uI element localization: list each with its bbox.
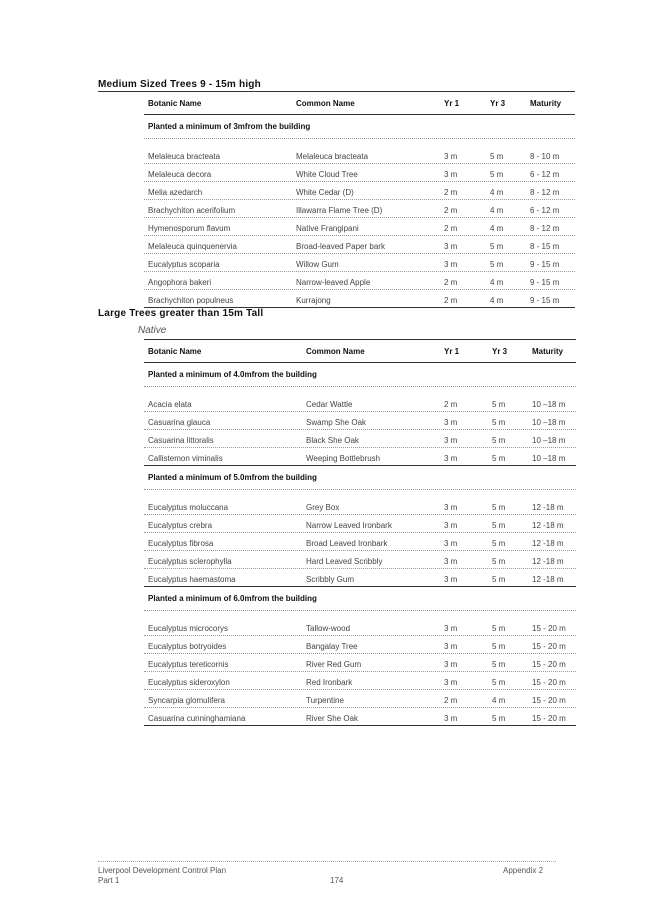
maturity-cell: 15 - 20 m — [532, 678, 566, 687]
yr3-cell: 5 m — [492, 660, 506, 669]
table-row — [144, 636, 576, 654]
botanic-name-cell: Eucalyptus sclerophylla — [148, 557, 232, 566]
common-name-cell: Kurrajong — [296, 296, 331, 305]
col-common-name: Common Name — [306, 346, 365, 356]
yr3-cell: 5 m — [492, 678, 506, 687]
yr3-cell: 5 m — [492, 557, 506, 566]
common-name-cell: Tallow-wood — [306, 624, 351, 633]
table-body — [144, 363, 576, 726]
common-name-cell: River Red Gum — [306, 660, 362, 669]
yr1-cell: 3 m — [444, 714, 458, 723]
common-name-cell: White Cloud Tree — [296, 170, 358, 179]
common-name-cell: Willow Gum — [296, 260, 339, 269]
botanic-name-cell: Eucalyptus fibrosa — [148, 539, 214, 548]
table-row — [144, 672, 576, 690]
botanic-name-cell: Eucalyptus botryoides — [148, 642, 227, 651]
yr1-cell: 3 m — [444, 678, 458, 687]
botanic-name-cell: Syncarpia glomulifera — [148, 696, 225, 705]
col-maturity: Maturity — [530, 98, 562, 108]
yr3-cell: 5 m — [490, 152, 504, 161]
common-name-cell: White Cedar (D) — [296, 188, 354, 197]
maturity-cell: 10 –18 m — [532, 436, 566, 445]
yr3-cell: 5 m — [490, 260, 504, 269]
yr1-cell: 2 m — [444, 278, 458, 287]
common-name-cell: Cedar Wattle — [306, 400, 353, 409]
maturity-cell: 10 –18 m — [532, 454, 566, 463]
common-name-cell: Scribbly Gum — [306, 575, 355, 584]
table-row — [144, 394, 576, 412]
common-name-cell: Black She Oak — [306, 436, 359, 445]
yr3-cell: 4 m — [492, 696, 506, 705]
group-title: Planted a minimum of 6.0mfrom the building — [144, 587, 576, 611]
maturity-cell: 15 - 20 m — [532, 624, 566, 633]
common-name-cell: Native Frangipani — [296, 224, 359, 233]
botanic-name-cell: Melaleuca quinquenervia — [148, 242, 237, 251]
common-name-cell: Swamp She Oak — [306, 418, 367, 427]
yr1-cell: 3 m — [444, 557, 458, 566]
footer-title: Liverpool Development Control Plan — [98, 866, 227, 875]
yr1-cell: 2 m — [444, 188, 458, 197]
table-row — [144, 272, 575, 290]
yr1-cell: 3 m — [444, 539, 458, 548]
botanic-name-cell: Acacia elata — [148, 400, 192, 409]
maturity-cell: 15 - 20 m — [532, 714, 566, 723]
yr3-cell: 4 m — [490, 296, 504, 305]
yr1-cell: 2 m — [444, 696, 458, 705]
yr1-cell: 3 m — [444, 242, 458, 251]
common-name-cell: Illawarra Flame Tree (D) — [296, 206, 383, 215]
table-row — [144, 690, 576, 708]
botanic-name-cell: Eucalyptus tereticornis — [148, 660, 229, 669]
maturity-cell: 6 - 12 m — [530, 206, 560, 215]
yr3-cell: 5 m — [492, 714, 506, 723]
yr1-cell: 3 m — [444, 624, 458, 633]
maturity-cell: 9 - 15 m — [530, 296, 560, 305]
table-row — [144, 236, 575, 254]
common-name-cell: River She Oak — [306, 714, 359, 723]
col-yr3: Yr 3 — [490, 98, 506, 108]
botanic-name-cell: Melia azedarch — [148, 188, 203, 197]
common-name-cell: Melaleuca bracteata — [296, 152, 369, 161]
maturity-cell: 8 - 15 m — [530, 242, 560, 251]
table-row — [144, 515, 576, 533]
table-row — [144, 290, 575, 308]
table-row — [144, 497, 576, 515]
botanic-name-cell: Casuarina cunninghamiana — [148, 714, 246, 723]
botanic-name-cell: Callistemon viminalis — [148, 454, 223, 463]
yr3-cell: 4 m — [490, 278, 504, 287]
table-row — [144, 551, 576, 569]
common-name-cell: Grey Box — [306, 503, 340, 512]
col-yr1: Yr 1 — [444, 346, 460, 356]
yr3-cell: 5 m — [492, 624, 506, 633]
common-name-cell: Bangalay Tree — [306, 642, 358, 651]
yr1-cell: 3 m — [444, 152, 458, 161]
yr1-cell: 3 m — [444, 454, 458, 463]
yr3-cell: 4 m — [490, 224, 504, 233]
group-title: Planted a minimum of 5.0mfrom the building — [144, 466, 576, 490]
yr3-cell: 5 m — [492, 575, 506, 584]
table-row — [144, 200, 575, 218]
yr3-cell: 5 m — [492, 400, 506, 409]
table-row — [144, 146, 575, 164]
yr3-cell: 4 m — [490, 206, 504, 215]
botanic-name-cell: Eucalyptus moluccana — [148, 503, 229, 512]
yr3-cell: 5 m — [492, 436, 506, 445]
yr1-cell: 3 m — [444, 418, 458, 427]
maturity-cell: 15 - 20 m — [532, 642, 566, 651]
botanic-name-cell: Melaleuca bracteata — [148, 152, 221, 161]
yr3-cell: 5 m — [492, 642, 506, 651]
table-row — [144, 533, 576, 551]
yr1-cell: 3 m — [444, 260, 458, 269]
botanic-name-cell: Eucalyptus haemastoma — [148, 575, 236, 584]
native-subheading: Native — [138, 325, 167, 336]
botanic-name-cell: Brachychiton acerifolium — [148, 206, 236, 215]
table-row — [144, 618, 576, 636]
maturity-cell: 10 –18 m — [532, 418, 566, 427]
large-trees-table — [144, 339, 576, 726]
table-row — [144, 654, 576, 672]
maturity-cell: 12 -18 m — [532, 557, 564, 566]
table-row — [144, 412, 576, 430]
table-row — [144, 218, 575, 236]
footer-part: Part 1 — [98, 876, 120, 885]
col-common-name: Common Name — [296, 98, 355, 108]
yr1-cell: 2 m — [444, 224, 458, 233]
maturity-cell: 12 -18 m — [532, 575, 564, 584]
yr3-cell: 5 m — [490, 242, 504, 251]
maturity-cell: 12 -18 m — [532, 521, 564, 530]
common-name-cell: Weeping Bottlebrush — [306, 454, 381, 463]
group-title: Planted a minimum of 4.0mfrom the building — [144, 363, 576, 387]
yr3-cell: 5 m — [492, 521, 506, 530]
table-row — [144, 708, 576, 726]
maturity-cell: 10 –18 m — [532, 400, 566, 409]
common-name-cell: Red Ironbark — [306, 678, 353, 687]
botanic-name-cell: Melaleuca decora — [148, 170, 212, 179]
botanic-name-cell: Hymenosporum flavum — [148, 224, 231, 233]
yr3-cell: 5 m — [492, 539, 506, 548]
table-row — [144, 164, 575, 182]
yr1-cell: 3 m — [444, 660, 458, 669]
table-row — [144, 254, 575, 272]
yr1-cell: 2 m — [444, 296, 458, 305]
yr3-cell: 5 m — [492, 418, 506, 427]
common-name-cell: Hard Leaved Scribbly — [306, 557, 383, 566]
yr1-cell: 2 m — [444, 400, 458, 409]
col-yr3: Yr 3 — [492, 346, 508, 356]
maturity-cell: 12 -18 m — [532, 503, 564, 512]
botanic-name-cell: Eucalyptus sideroxylon — [148, 678, 230, 687]
col-yr1: Yr 1 — [444, 98, 460, 108]
yr1-cell: 3 m — [444, 642, 458, 651]
botanic-name-cell: Eucalyptus crebra — [148, 521, 213, 530]
large-trees-heading-text: Large Trees greater than 15m Tall — [98, 308, 264, 319]
yr1-cell: 3 m — [444, 170, 458, 179]
maturity-cell: 8 - 10 m — [530, 152, 560, 161]
table-body — [144, 115, 575, 308]
table-row — [144, 569, 576, 587]
common-name-cell: Broad-leaved Paper bark — [296, 242, 385, 251]
maturity-cell: 15 - 20 m — [532, 696, 566, 705]
yr1-cell: 3 m — [444, 436, 458, 445]
maturity-cell: 15 - 20 m — [532, 660, 566, 669]
botanic-name-cell: Casuarina glauca — [148, 418, 211, 427]
col-botanic-name: Botanic Name — [148, 346, 202, 356]
table-header — [144, 339, 576, 363]
yr1-cell: 3 m — [444, 521, 458, 530]
botanic-name-cell: Angophora bakeri — [148, 278, 212, 287]
medium-trees-table — [144, 91, 575, 308]
yr3-cell: 5 m — [492, 503, 506, 512]
botanic-name-cell: Brachychiton populneus — [148, 296, 234, 305]
medium-trees-heading — [98, 79, 261, 90]
maturity-cell: 8 - 12 m — [530, 224, 560, 233]
yr1-cell: 3 m — [444, 503, 458, 512]
footer-divider — [98, 861, 556, 862]
maturity-cell: 8 - 12 m — [530, 188, 560, 197]
table-header — [144, 91, 575, 115]
maturity-cell: 12 -18 m — [532, 539, 564, 548]
botanic-name-cell: Casuarina littoralis — [148, 436, 214, 445]
table-row — [144, 430, 576, 448]
maturity-cell: 9 - 15 m — [530, 260, 560, 269]
group-title: Planted a minimum of 3mfrom the building — [144, 115, 575, 139]
botanic-name-cell: Eucalyptus microcorys — [148, 624, 229, 633]
maturity-cell: 6 - 12 m — [530, 170, 560, 179]
common-name-cell: Broad Leaved Ironbark — [306, 539, 388, 548]
botanic-name-cell: Eucalyptus scoparia — [148, 260, 220, 269]
page-number: 174 — [330, 876, 344, 885]
col-botanic-name: Botanic Name — [148, 98, 202, 108]
footer-appendix: Appendix 2 — [503, 866, 544, 875]
maturity-cell: 9 - 15 m — [530, 278, 560, 287]
table-row — [144, 448, 576, 466]
medium-trees-heading-text: Medium Sized Trees 9 - 15m high — [98, 79, 261, 90]
table-row — [144, 182, 575, 200]
common-name-cell: Turpentine — [306, 696, 344, 705]
yr3-cell: 5 m — [492, 454, 506, 463]
yr3-cell: 4 m — [490, 188, 504, 197]
yr1-cell: 2 m — [444, 206, 458, 215]
col-maturity: Maturity — [532, 346, 564, 356]
yr3-cell: 5 m — [490, 170, 504, 179]
large-trees-heading — [98, 308, 263, 319]
common-name-cell: Narrow-leaved Apple — [296, 278, 371, 287]
yr1-cell: 3 m — [444, 575, 458, 584]
common-name-cell: Narrow Leaved Ironbark — [306, 521, 392, 530]
